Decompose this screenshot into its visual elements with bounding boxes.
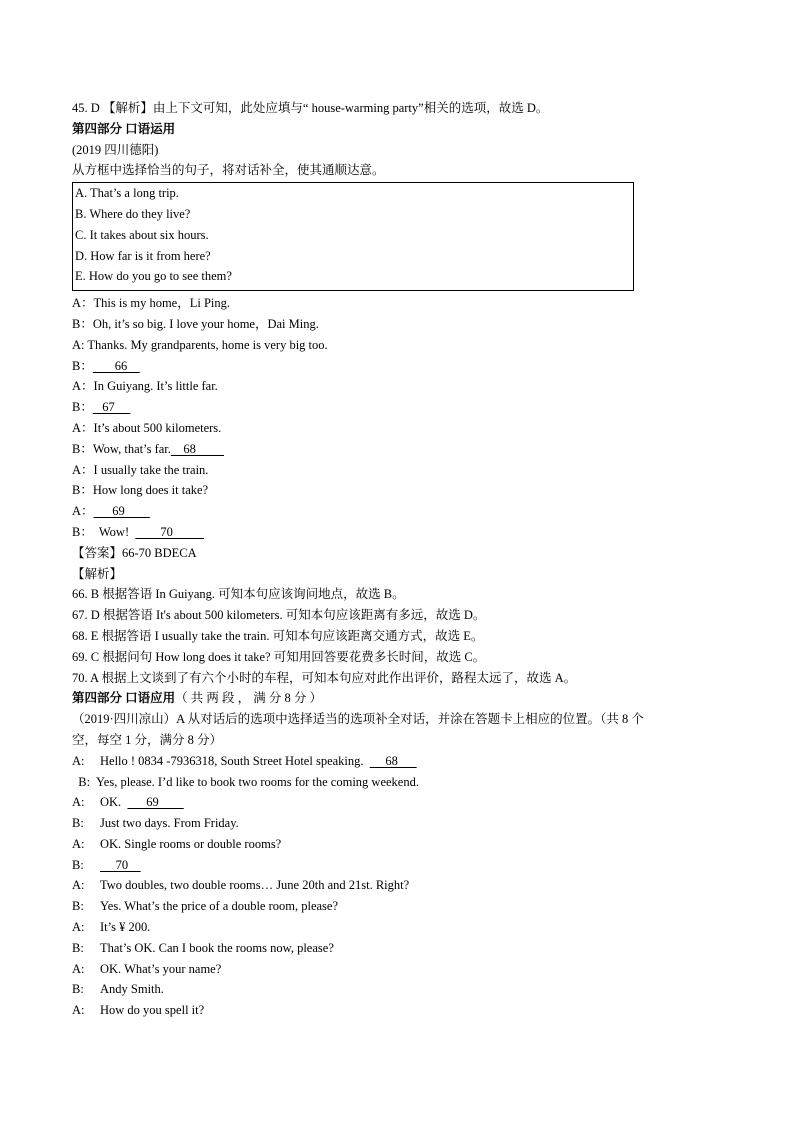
speaker: A: xyxy=(72,878,85,893)
analysis-69: 69. C 根据问句 How long does it take? 可知用回答要花费多长时间，故选 C。 xyxy=(72,649,486,664)
option-c: C. It takes about six hours. xyxy=(75,227,209,242)
section2-heading xyxy=(72,688,722,709)
source-label: (2019 四川德阳) xyxy=(72,142,159,157)
utterance: Oh, it’s so big. I love your home，Dai Ming. xyxy=(92,316,319,331)
dialogue-line xyxy=(72,751,722,772)
speaker: B： xyxy=(72,358,93,373)
utterance: Yes, please. I’d like to book two rooms for the coming weekend. xyxy=(96,774,419,789)
dialogue-line xyxy=(72,855,722,876)
speaker: A: xyxy=(72,920,85,935)
analysis-67: 67. D 根据答语 It's about 500 kilometers. 可知本句应该距离有多远，故选 D。 xyxy=(72,608,486,623)
dialogue-line xyxy=(72,959,722,980)
answer-blank: 70 xyxy=(100,857,141,872)
utterance: How long does it take? xyxy=(92,483,209,498)
section2-intro: （2019·四川凉山）A 从对话后的选项中选择适当的选项补全对话，并涂在答题卡上相应的位置。（共 8 个 xyxy=(72,712,644,727)
answer-blank: 68 xyxy=(369,753,417,768)
dialogue-line xyxy=(72,314,722,335)
speaker: B: xyxy=(72,816,84,831)
speaker: A: xyxy=(72,1003,85,1018)
speaker: B: xyxy=(72,982,84,997)
analysis-70: 70. A 根据上文谈到了有六个小时的车程，可知本句应对此作出评价，路程太远了，故选 A。 xyxy=(72,670,577,685)
dialogue-line xyxy=(72,875,722,896)
utterance: Wow! xyxy=(92,524,136,539)
speaker: B： xyxy=(72,483,93,498)
dialogue-line xyxy=(72,938,722,959)
analysis-68: 68. E 根据答语 I usually take the train. 可知本句应该距离交通方式，故选 E。 xyxy=(72,628,484,643)
dialogue-line xyxy=(72,522,722,543)
q45-explanation: 45. D 【解析】由上下文可知，此处应填与“ house-warming party”相关的选项，故选 D。 xyxy=(72,101,549,115)
dialogue-1 xyxy=(72,293,722,543)
instruction: 从方框中选择恰当的句子，将对话补全，使其通顺达意。 xyxy=(72,163,385,178)
speaker: A: xyxy=(72,753,85,768)
section2-intro-cont: 空，每空 1 分，满分 8 分） xyxy=(72,732,223,747)
dialogue-line xyxy=(72,896,722,917)
dialogue-line xyxy=(72,792,722,813)
utterance: Hello ! 0834 -7936318, South Street Hotel speaking. xyxy=(100,753,370,768)
utterance: I usually take the train. xyxy=(93,462,209,477)
answer-blank: 69 xyxy=(127,795,184,810)
analysis-label: 【解析】 xyxy=(72,566,123,581)
answer-blank: 68 xyxy=(170,441,224,456)
dialogue-line xyxy=(72,397,722,418)
speaker: B： xyxy=(72,441,93,456)
speaker: B: xyxy=(72,899,84,914)
option-e: E. How do you go to see them? xyxy=(75,269,232,284)
speaker: A： xyxy=(72,420,94,435)
speaker: B: xyxy=(72,940,84,955)
section2-title: 第四部分 口语应用 xyxy=(72,691,176,706)
speaker: A: xyxy=(72,337,85,352)
option-d: D. How far is it from here? xyxy=(75,248,211,263)
option-b: B. Where do they live? xyxy=(75,206,191,221)
utterance: How do you spell it? xyxy=(100,1003,205,1018)
utterance: OK. What’s your name? xyxy=(100,961,222,976)
dialogue-line xyxy=(72,979,722,1000)
options-box xyxy=(72,182,634,291)
utterance: That’s OK. Can I book the rooms now, please? xyxy=(100,940,334,955)
speaker: B： xyxy=(72,524,93,539)
speaker: A： xyxy=(72,379,94,394)
dialogue-line xyxy=(72,1000,722,1021)
speaker: B: xyxy=(72,857,84,872)
dialogue-line xyxy=(72,501,722,522)
dialogue-line xyxy=(72,460,722,481)
dialogue-line xyxy=(72,335,722,356)
answer-key: 【答案】66-70 BDECA xyxy=(72,545,197,560)
utterance: Thanks. My grandparents, home is very big too. xyxy=(84,337,328,352)
document-page xyxy=(72,98,722,1021)
speaker: A： xyxy=(72,504,94,519)
utterance: It’s about 500 kilometers. xyxy=(93,420,222,435)
answer-blank: 70 xyxy=(135,524,205,539)
dialogue-line xyxy=(72,356,722,377)
speaker: B： xyxy=(72,316,93,331)
answer-blank: 69 xyxy=(93,504,150,519)
speaker: B： xyxy=(72,400,93,415)
answer-blank: 67 xyxy=(92,400,131,415)
utterance: Andy Smith. xyxy=(100,982,164,997)
dialogue-line xyxy=(72,376,722,397)
speaker: A: xyxy=(72,836,85,851)
utterance: Two doubles, two double rooms… June 20th and 21st. Right? xyxy=(100,878,410,893)
speaker: A: xyxy=(72,795,85,810)
speaker: A： xyxy=(72,296,94,311)
dialogue-line xyxy=(72,813,722,834)
utterance: Yes. What’s the price of a double room, please? xyxy=(100,899,339,914)
section-title: 第四部分 口语运用 xyxy=(72,121,176,136)
dialogue-line xyxy=(72,917,722,938)
option-a: A. That’s a long trip. xyxy=(75,186,179,201)
answer-blank: 66 xyxy=(92,358,140,373)
utterance: Wow, that’s far. xyxy=(92,441,171,456)
utterance: Just two days. From Friday. xyxy=(100,816,239,831)
dialogue-line xyxy=(72,480,722,501)
speaker: B: xyxy=(72,774,91,789)
dialogue-line xyxy=(72,834,722,855)
speaker: A: xyxy=(72,961,85,976)
dialogue-2 xyxy=(72,751,722,1021)
dialogue-line xyxy=(72,772,722,793)
speaker: A： xyxy=(72,462,94,477)
dialogue-line xyxy=(72,439,722,460)
utterance: It’s ¥ 200. xyxy=(100,920,151,935)
utterance: OK. xyxy=(100,795,128,810)
dialogue-line xyxy=(72,293,722,314)
utterance: In Guiyang. It’s little far. xyxy=(93,379,218,394)
section2-score: （ 共 两 段 ， 满 分 8 分 ） xyxy=(175,691,323,706)
analysis-66: 66. B 根据答语 In Guiyang. 可知本句应该询问地点，故选 B。 xyxy=(72,587,405,602)
dialogue-line xyxy=(72,418,722,439)
utterance: This is my home，Li Ping. xyxy=(93,296,230,311)
utterance: OK. Single rooms or double rooms? xyxy=(100,836,282,851)
